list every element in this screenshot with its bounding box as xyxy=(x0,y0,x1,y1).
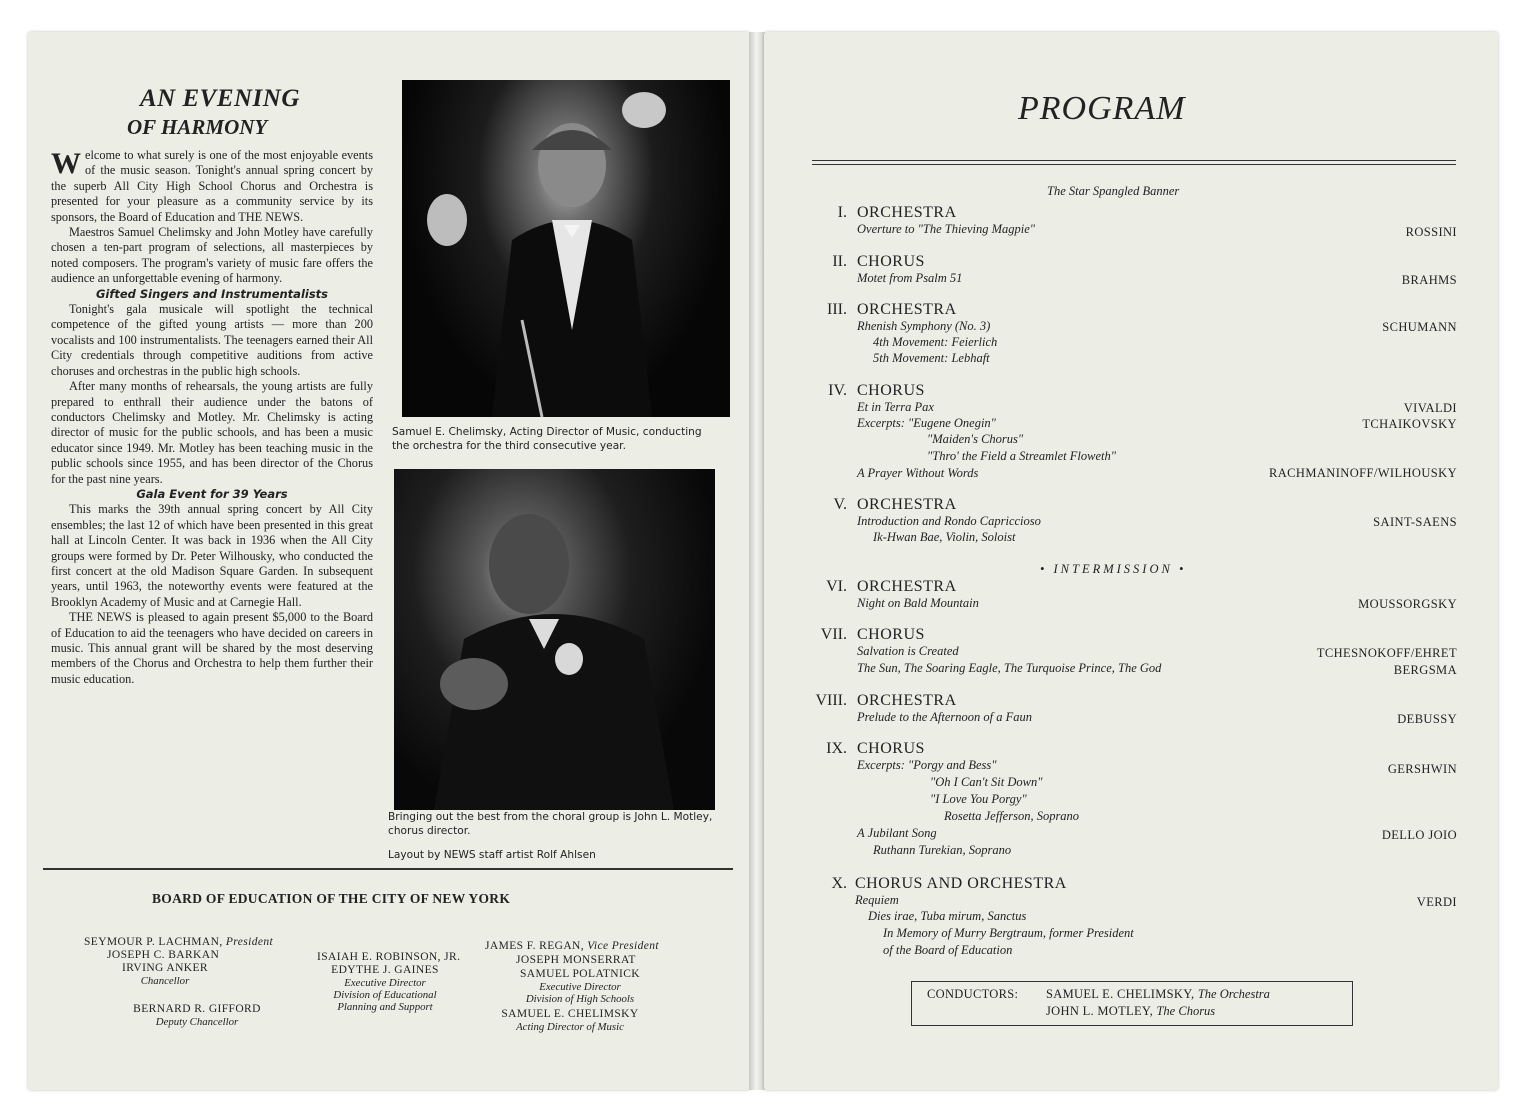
program-piece: Rhenish Symphony (No. 3) xyxy=(857,319,991,333)
composer: DEBUSSY xyxy=(1397,712,1457,726)
chorus-director-figure-icon xyxy=(394,469,715,810)
board-member-gifford: BERNARD R. GIFFORD xyxy=(133,1003,261,1015)
board-member-gaines: EDYTHE J. GAINES xyxy=(331,964,439,976)
board-member-chelimsky-title: Acting Director of Music xyxy=(516,1021,624,1033)
layout-credit: Layout by NEWS staff artist Rolf Ahlsen xyxy=(388,849,596,861)
section-number: IV. xyxy=(828,382,847,399)
program-piece: 4th Movement: Feierlich xyxy=(873,335,998,349)
photo-caption-motley: Bringing out the best from the choral group is John L. Motley, chorus director. xyxy=(388,811,713,837)
section-title: CHORUS xyxy=(857,382,925,399)
intermission-label: • INTERMISSION • xyxy=(1040,562,1187,576)
composer: ROSSINI xyxy=(1405,225,1457,239)
conductors-label: CONDUCTORS: xyxy=(927,987,1019,1001)
section-number: VI. xyxy=(826,578,847,595)
conductor-orchestra: SAMUEL E. CHELIMSKY, The Orchestra xyxy=(1046,987,1270,1001)
section-title: CHORUS xyxy=(857,626,925,643)
program-soloist: Ik-Hwan Bae, Violin, Soloist xyxy=(873,530,1016,544)
board-member-barkan: JOSEPH C. BARKAN xyxy=(107,949,220,961)
board-member-gaines-title: Planning and Support xyxy=(337,1001,433,1013)
program-piece: 5th Movement: Lebhaft xyxy=(873,351,990,365)
section-number: III. xyxy=(827,301,847,318)
article-body xyxy=(51,148,373,687)
section-title: CHORUS xyxy=(857,253,925,270)
conductor-chorus: JOHN L. MOTLEY, The Chorus xyxy=(1046,1004,1216,1018)
article-subhead: Gifted Singers and Instrumentalists xyxy=(95,286,329,301)
article-paragraph: After many months of rehearsals, the young artists are fully prepared to enthrall their audience under the batons of conductors Chelimsky and Motley. Mr. Chelimsky is acting director of music for the public schools, and has been a music educator since 1949. Mr. Motley has been teaching music in the public schools since 1955, and has been director of the Chorus for the past nine years. xyxy=(51,379,373,486)
conductor-photo-chelimsky xyxy=(402,80,730,417)
section-title: CHORUS AND ORCHESTRA xyxy=(855,875,1067,892)
divider xyxy=(812,164,1456,165)
section-title: ORCHESTRA xyxy=(857,204,957,221)
composer: SCHUMANN xyxy=(1382,320,1457,334)
board-member-lachman: SEYMOUR P. LACHMAN, President xyxy=(84,936,274,948)
composer: MOUSSORGSKY xyxy=(1358,597,1457,611)
article-paragraph: Tonight's gala musicale will spotlight the technical competence of the gifted young artists — more than 200 vocalists and 100 instrumentalists. The teenagers earned their All City credentials through competitive auditions from active choruses and orchestras in the public high schools. xyxy=(51,302,373,378)
program-piece: Requiem xyxy=(855,893,899,907)
divider xyxy=(43,868,733,870)
section-number: X. xyxy=(831,875,847,892)
article-subhead: Gala Event for 39 Years xyxy=(136,486,288,501)
board-member-anker-title: Chancellor xyxy=(140,975,190,987)
composer: SAINT-SAENS xyxy=(1373,515,1457,529)
section-number: VII. xyxy=(820,626,847,643)
section-number: I. xyxy=(837,204,847,221)
program-piece: Prelude to the Afternoon of a Faun xyxy=(857,710,1032,724)
article-title-line1: AN EVENING xyxy=(140,85,300,112)
program-piece: Salvation is Created xyxy=(857,644,959,658)
composer: BRAHMS xyxy=(1401,273,1457,287)
program-piece: "I Love You Porgy" xyxy=(930,792,1027,806)
board-member-gifford-title: Deputy Chancellor xyxy=(155,1016,239,1028)
composer: BERGSMA xyxy=(1393,663,1457,677)
composer: DELLO JOIO xyxy=(1381,828,1457,842)
board-member-polatnick-title: Division of High Schools xyxy=(525,993,635,1005)
program-title: PROGRAM xyxy=(1018,90,1186,127)
program-dedication: In Memory of Murry Bergtraum, former President xyxy=(883,926,1134,940)
section-title: ORCHESTRA xyxy=(857,692,957,709)
program-piece: Night on Bald Mountain xyxy=(857,596,979,610)
article-title-line2: OF HARMONY xyxy=(127,115,268,139)
drop-cap: W xyxy=(51,147,81,180)
program-soloist: Ruthann Turekian, Soprano xyxy=(873,843,1012,857)
board-member-robinson: ISAIAH E. ROBINSON, JR. xyxy=(317,951,461,963)
board-member-gaines-title: Division of Educational xyxy=(333,989,437,1001)
section-number: VIII. xyxy=(815,692,847,709)
composer: TCHESNOKOFF/EHRET xyxy=(1316,646,1457,660)
composer: VERDI xyxy=(1416,895,1457,909)
section-title: ORCHESTRA xyxy=(857,301,957,318)
section-number: II. xyxy=(832,253,847,270)
board-title: BOARD OF EDUCATION OF THE CITY OF NEW YORK xyxy=(152,891,511,906)
conductor-photo-motley xyxy=(394,469,715,810)
program-piece: Excerpts: "Porgy and Bess" xyxy=(857,758,997,772)
divider xyxy=(812,160,1456,161)
book-spine xyxy=(749,32,765,1090)
program-dedication: of the Board of Education xyxy=(883,943,1013,957)
program-piece: The Sun, The Soaring Eagle, The Turquoise Prince, The God xyxy=(857,661,1162,675)
composer: TCHAIKOVSKY xyxy=(1362,417,1457,431)
board-member-regan: JAMES F. REGAN, Vice President xyxy=(485,940,659,952)
program-piece: "Oh I Can't Sit Down" xyxy=(930,775,1043,789)
program-piece: A Prayer Without Words xyxy=(857,466,979,480)
program-soloist: Rosetta Jefferson, Soprano xyxy=(944,809,1080,823)
composer: RACHMANINOFF/WILHOUSKY xyxy=(1269,466,1457,480)
conductor-figure-icon xyxy=(402,80,730,417)
article-paragraph: THE NEWS is pleased to again present $5,000 to the Board of Education to aid the teenagers who have decided on careers in music. This annual grant will be shared by the most deserving members of the Chorus and Orchestra to help them further their music education. xyxy=(51,610,373,686)
board-member-polatnick-title: Executive Director xyxy=(539,981,621,993)
section-number: V. xyxy=(833,496,847,513)
article-paragraph: Maestros Samuel Chelimsky and John Motley have carefully chosen a ten-part program of selections, all masterpieces by noted composers. The program's variety of music fare offers the audience an unforgettable evening of harmony. xyxy=(51,225,373,286)
program-piece: Overture to "The Thieving Magpie" xyxy=(857,222,1036,236)
program-piece: Introduction and Rondo Capriccioso xyxy=(857,514,1041,528)
section-title: CHORUS xyxy=(857,740,925,757)
photo-caption-chelimsky: Samuel E. Chelimsky, Acting Director of Music, conducting the orchestra for the third consecutive year. xyxy=(392,426,702,452)
board-member-anker: IRVING ANKER xyxy=(122,962,208,974)
program-piece: A Jubilant Song xyxy=(857,826,937,840)
section-title: ORCHESTRA xyxy=(857,578,957,595)
article-paragraph: This marks the 39th annual spring concert by All City ensembles; the last 12 of which have been presented in this great hall at Lincoln Center. It was back in 1936 when the All City groups were formed by Dr. Peter Wilhousky, who conducted the first concert at the old Madison Square Garden. In subsequent years, until 1963, the noteworthy events were featured at the Brooklyn Academy of Music and at Carnegie Hall. xyxy=(51,502,373,609)
program-piece: "Maiden's Chorus" xyxy=(927,432,1024,446)
section-number: IX. xyxy=(826,740,847,757)
board-member-gaines-title: Executive Director xyxy=(344,977,426,989)
board-member-monserrat: JOSEPH MONSERRAT xyxy=(516,954,636,966)
program-anthem: The Star Spangled Banner xyxy=(1047,184,1180,198)
program-piece: Dies irae, Tuba mirum, Sanctus xyxy=(868,909,1027,923)
board-member-chelimsky: SAMUEL E. CHELIMSKY xyxy=(501,1008,639,1020)
composer: VIVALDI xyxy=(1403,401,1457,415)
article-paragraph: Welcome to what surely is one of the most enjoyable events of the music season. Tonight's annual spring concert by the superb All City High School Chorus and Orchestra is presented for your pleasure as a community service by its sponsors, the Board of Education and THE NEWS. xyxy=(51,147,373,224)
section-title: ORCHESTRA xyxy=(857,496,957,513)
program-piece: Motet from Psalm 51 xyxy=(857,271,963,285)
program-piece: "Thro' the Field a Streamlet Floweth" xyxy=(927,449,1116,463)
composer: GERSHWIN xyxy=(1387,762,1457,776)
board-member-polatnick: SAMUEL POLATNICK xyxy=(519,968,641,980)
program-piece: Excerpts: "Eugene Onegin" xyxy=(857,416,996,430)
program-piece: Et in Terra Pax xyxy=(857,400,934,414)
